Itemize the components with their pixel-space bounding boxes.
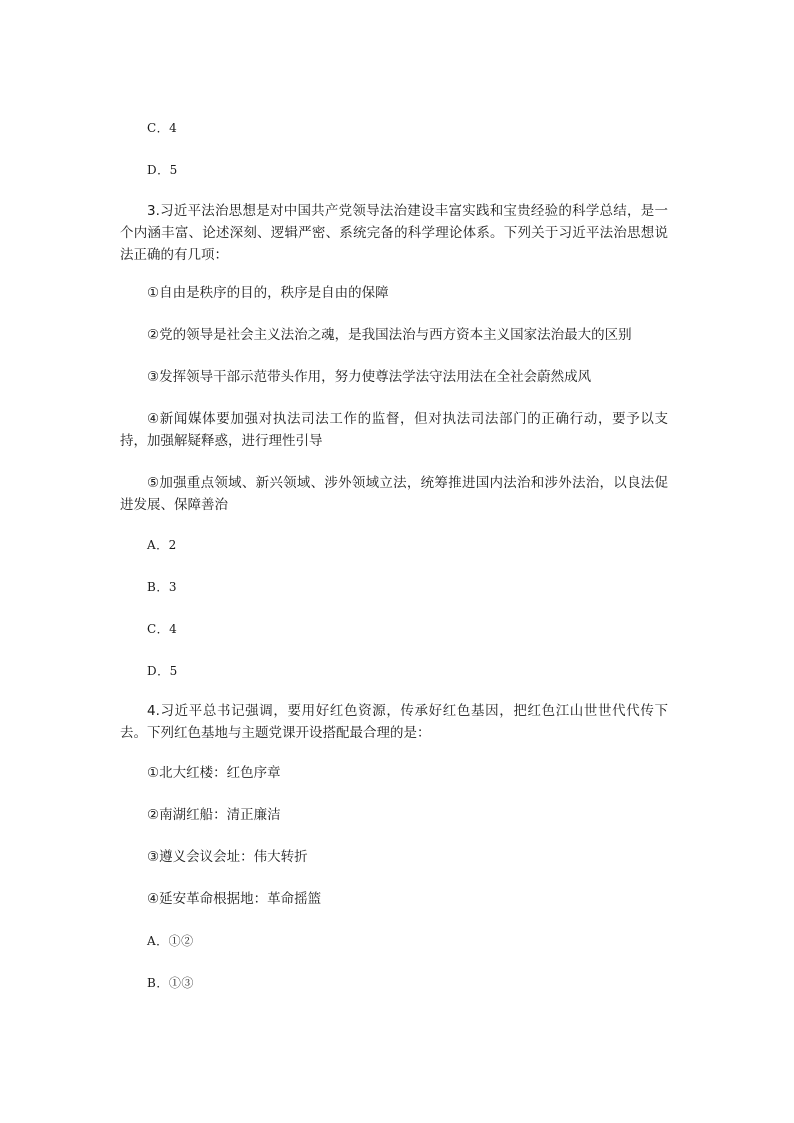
q2-option-c: C．4 (147, 121, 178, 135)
q3-stem: 3.习近平法治思想是对中国共产党领导法治建设丰富实践和宝贵经验的科学总结，是一个内涵丰富、论述深刻、逻辑严密、系统完备的科学理论体系。下列关于习近平法治思想说法正确的有几项： (120, 203, 668, 263)
q4-item-1: ①北大红楼：红色序章 (147, 765, 281, 781)
q2-option-d: D．5 (147, 163, 178, 177)
q4-item-2: ②南湖红船：清正廉洁 (147, 807, 281, 823)
q4-item-3: ③遵义会议会址：伟大转折 (147, 849, 308, 865)
q3-item-2: ②党的领导是社会主义法治之魂，是我国法治与西方资本主义国家法治最大的区别 (147, 327, 632, 343)
q3-item-4: ④新闻媒体要加强对执法司法工作的监督，但对执法司法部门的正确行动，要予以支持，加强解疑释惑，进行理性引导 (120, 411, 668, 449)
q4-item-4: ④延安革命根据地：革命摇篮 (147, 891, 322, 907)
q4-option-a: A．①② (147, 934, 194, 948)
q3-option-a: A．2 (147, 538, 177, 552)
q4-stem: 4.习近平总书记强调，要用好红色资源，传承好红色基因，把红色江山世世代代传下去。下列红色基地与主题党课开设搭配最合理的是： (120, 703, 668, 741)
q3-item-1: ①自由是秩序的目的，秩序是自由的保障 (147, 285, 389, 301)
q3-option-c: C．4 (147, 622, 178, 636)
q3-item-5: ⑤加强重点领域、新兴领域、涉外领域立法，统筹推进国内法治和涉外法治，以良法促进发展、保障善治 (120, 475, 668, 513)
q3-option-d: D．5 (147, 664, 178, 678)
q3-option-b: B．3 (147, 580, 177, 594)
q4-option-b: B．①③ (147, 976, 194, 990)
q3-item-3: ③发挥领导干部示范带头作用，努力使尊法学法守法用法在全社会蔚然成风 (147, 369, 592, 385)
